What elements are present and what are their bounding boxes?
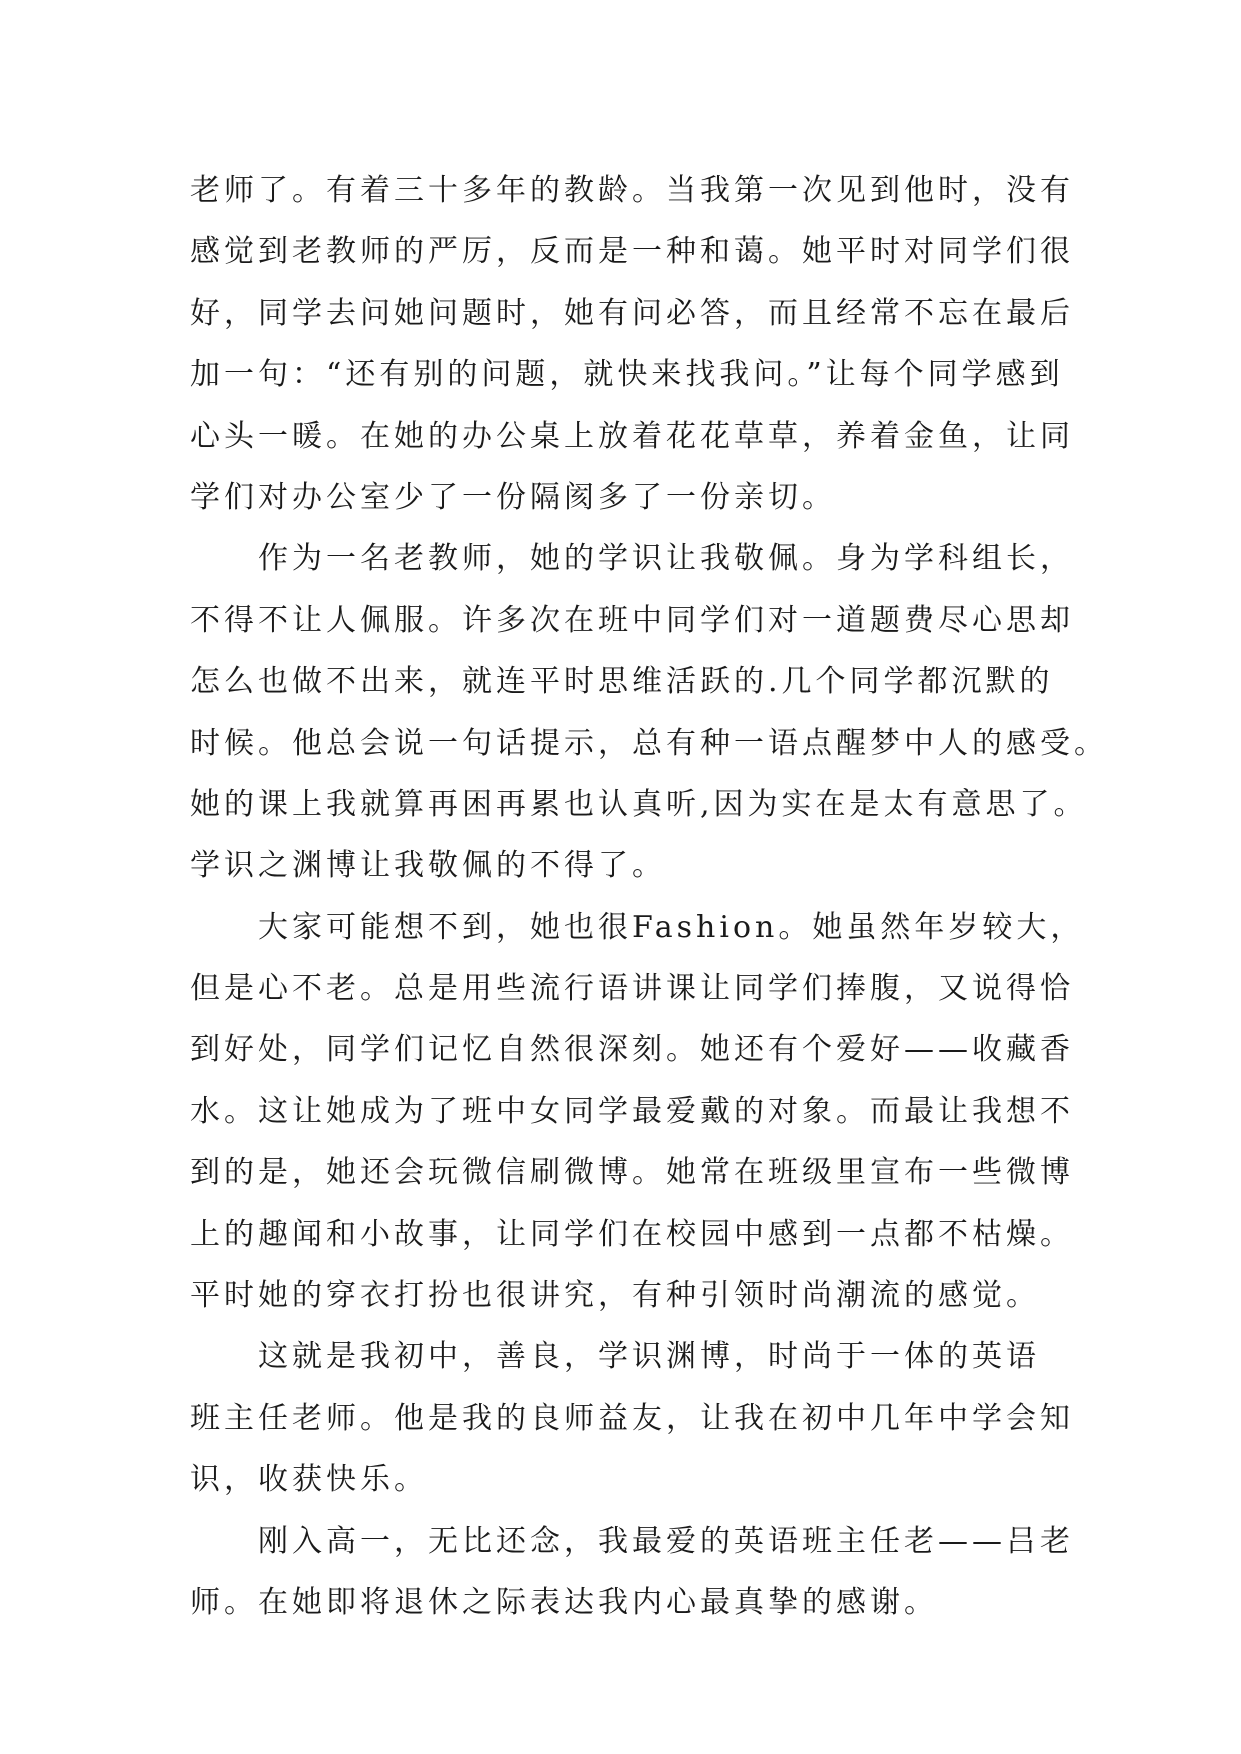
paragraph-2-line-3: 怎么也做不出来，就连平时思维活跃的.几个同学都沉默的 [190,664,1054,700]
paragraph-1-line-4: 加一句：“还有别的问题，就快来找我问。”让每个同学感到 [190,357,1064,393]
paragraph-3-line-5: 到的是，她还会玩微信刷微博。她常在班级里宣布一些微博 [190,1155,1074,1191]
paragraph-2-line-2: 不得不让人佩服。许多次在班中同学们对一道题费尽心思却 [190,602,1074,638]
paragraph-3-line-6: 上的趣闻和小故事，让同学们在校园中感到一点都不枯燥。 [190,1216,1074,1252]
paragraph-3-line-7: 平时她的穿衣打扮也很讲究，有种引领时尚潮流的感觉。 [190,1278,1040,1314]
paragraph-2-line-4: 时候。他总会说一句话提示，总有种一语点醒梦中人的感受。 [190,725,1108,761]
paragraph-2-line-5: 她的课上我就算再困再累也认真听,因为实在是太有意思了。 [190,786,1088,822]
paragraph-4-line-1: 这就是我初中，善良，学识渊博，时尚于一体的英语 [258,1339,1040,1375]
paragraph-1-line-3: 好，同学去问她问题时，她有问必答，而且经常不忘在最后 [190,295,1074,331]
paragraph-4-line-3: 识，收获快乐。 [190,1462,428,1498]
paragraph-3-line-4: 水。这让她成为了班中女同学最爱戴的对象。而最让我想不 [190,1093,1074,1129]
paragraph-4-line-2: 班主任老师。他是我的良师益友，让我在初中几年中学会知 [190,1400,1074,1436]
paragraph-3-line-2: 但是心不老。总是用些流行语讲课让同学们捧腹，又说得恰 [190,971,1074,1007]
paragraph-2-line-6: 学识之渊博让我敬佩的不得了。 [190,848,666,884]
document-body [190,160,1108,1633]
paragraph-3-line-3: 到好处，同学们记忆自然很深刻。她还有个爱好——收藏香 [190,1032,1074,1068]
paragraph-1-line-2: 感觉到老教师的严厉，反而是一种和蔼。她平时对同学们很 [190,234,1074,270]
paragraph-2-line-1: 作为一名老教师，她的学识让我敬佩。身为学科组长， [258,541,1074,577]
paragraph-3-line-1: 大家可能想不到，她也很Fashion。她虽然年岁较大， [258,909,1085,945]
paragraph-1-line-5: 心头一暖。在她的办公桌上放着花花草草，养着金鱼，让同 [190,418,1074,454]
paragraph-5-line-2: 师。在她即将退休之际表达我内心最真挚的感谢。 [190,1584,938,1620]
paragraph-1-line-1: 老师了。有着三十多年的教龄。当我第一次见到他时，没有 [190,173,1074,208]
paragraph-5-line-1: 刚入高一，无比还念，我最爱的英语班主任老——吕老 [258,1523,1074,1559]
paragraph-1-line-6: 学们对办公室少了一份隔阂多了一份亲切。 [190,479,836,515]
